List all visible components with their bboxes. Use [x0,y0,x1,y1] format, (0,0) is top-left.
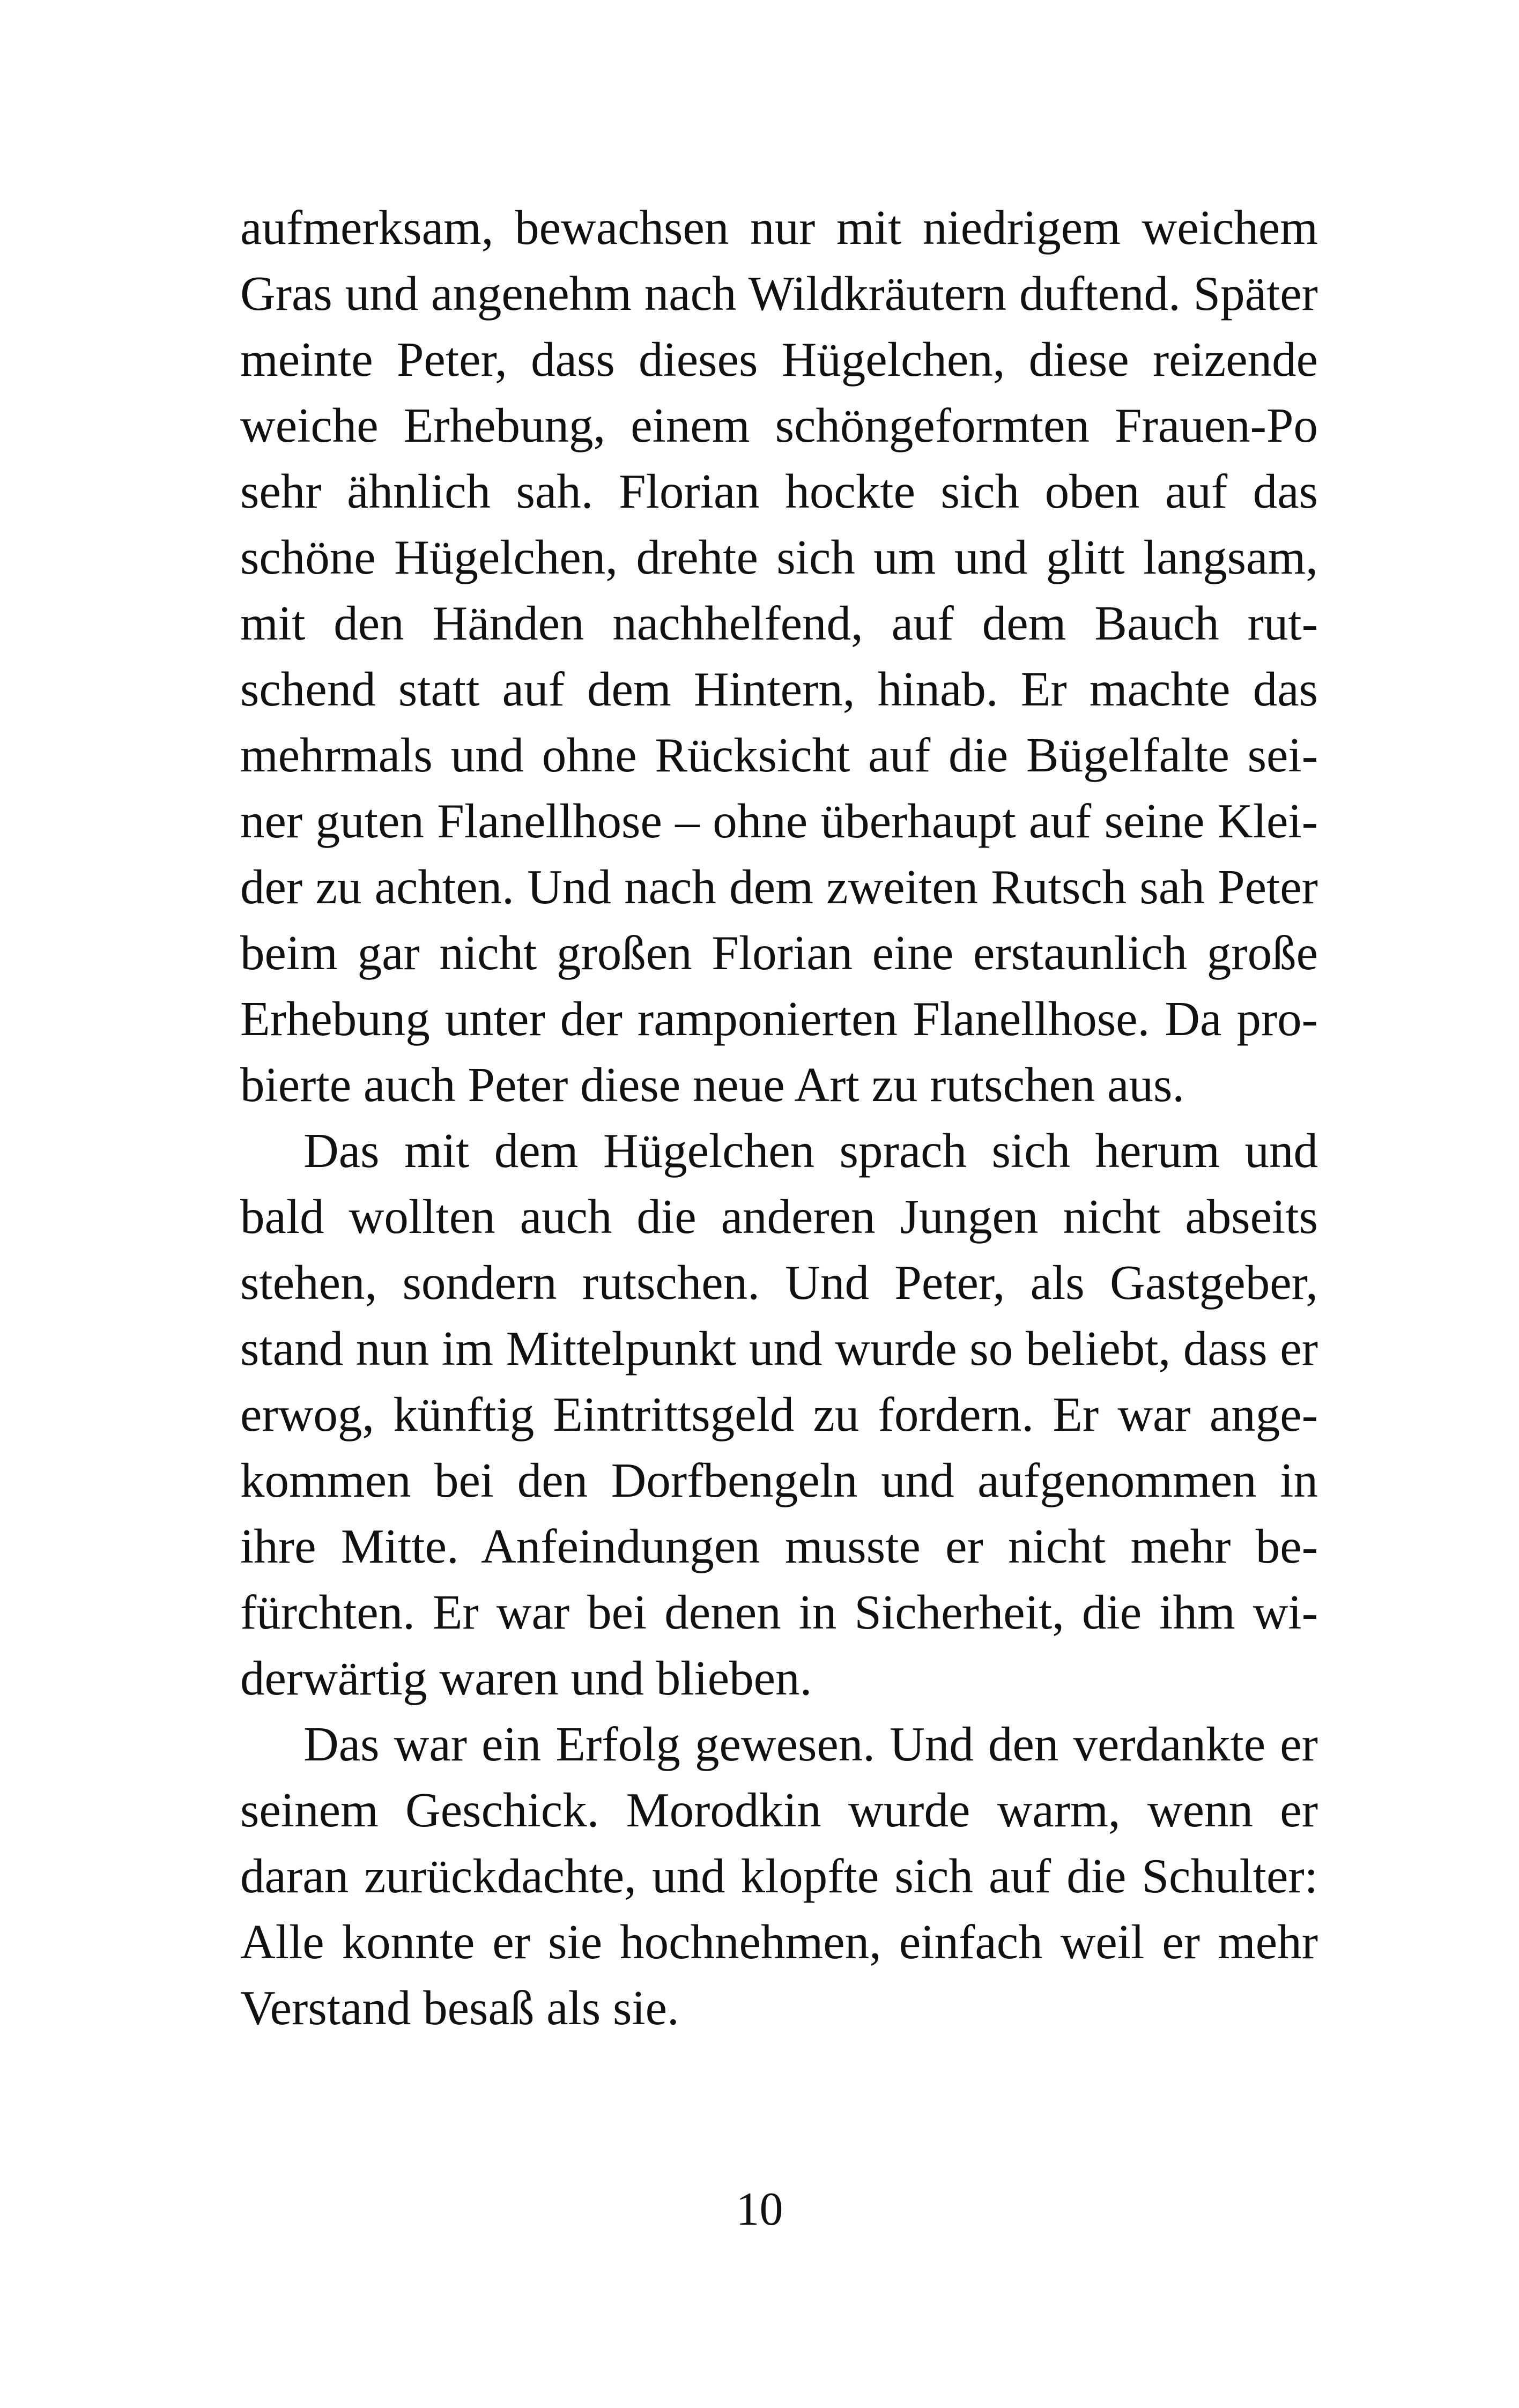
text-line: derwärtig waren und blieben. [240,1651,812,1705]
text-line: Alle konnte er sie hochnehmen, einfach weil er mehr [240,1915,1318,1969]
text-line: aufmerksam, bewachsen nur mit niedrigem weichem [240,200,1318,255]
text-line: Gras und angenehm nach Wildkräutern duftend. Später [240,266,1318,321]
text-line: Das war ein Erfolg gewesen. Und den verdankte er [303,1717,1318,1771]
paragraph [240,195,1318,1118]
text-line: der zu achten. Und nach dem zweiten Rutsch sah Peter [240,860,1318,914]
text-line: stand nun im Mittelpunkt und wurde so beliebt, dass er [240,1321,1318,1376]
text-line: daran zurückdachte, und klopfte sich auf die Schulter: [240,1849,1318,1903]
text-line: fürchten. Er war bei denen in Sicherheit, die ihm wi- [240,1585,1318,1639]
text-line: kommen bei den Dorfbengeln und aufgenommen in [240,1453,1318,1507]
body-text [240,195,1318,2041]
text-line: mit den Händen nachhelfend, auf dem Bauch rut- [240,596,1318,650]
text-line: mehrmals und ohne Rücksicht auf die Bügelfalte sei- [240,728,1318,782]
text-line: erwog, künftig Eintrittsgeld zu fordern. Er war ange- [240,1387,1318,1441]
text-line: Verstand besaß als sie. [240,1981,679,2035]
text-line: Das mit dem Hügelchen sprach sich herum und [303,1124,1318,1178]
text-line: weiche Erhebung, einem schöngeformten Frauen-Po [240,398,1318,452]
text-line: Erhebung unter der ramponierten Flanellhose. Da pro- [240,992,1318,1046]
text-line: schöne Hügelchen, drehte sich um und glitt langsam, [240,530,1318,584]
text-line: meinte Peter, dass dieses Hügelchen, diese reizende [240,332,1318,387]
page-number: 10 [736,2183,783,2235]
paragraph [240,1118,1318,1711]
text-line: bierte auch Peter diese neue Art zu rutschen aus. [240,1058,1185,1112]
text-line: bald wollten auch die anderen Jungen nicht abseits [240,1190,1318,1244]
text-line: sehr ähnlich sah. Florian hockte sich oben auf das [240,464,1318,518]
text-line: ner guten Flanellhose – ohne überhaupt auf seine Klei- [240,794,1318,848]
text-line: ihre Mitte. Anfeindungen musste er nicht mehr be- [240,1519,1318,1573]
text-line: seinem Geschick. Morodkin wurde warm, wenn er [240,1783,1318,1837]
paragraph [240,1711,1318,2041]
text-line: stehen, sondern rutschen. Und Peter, als Gastgeber, [240,1255,1318,1310]
text-line: beim gar nicht großen Florian eine erstaunlich große [240,926,1318,980]
text-line: schend statt auf dem Hintern, hinab. Er machte das [240,662,1318,716]
